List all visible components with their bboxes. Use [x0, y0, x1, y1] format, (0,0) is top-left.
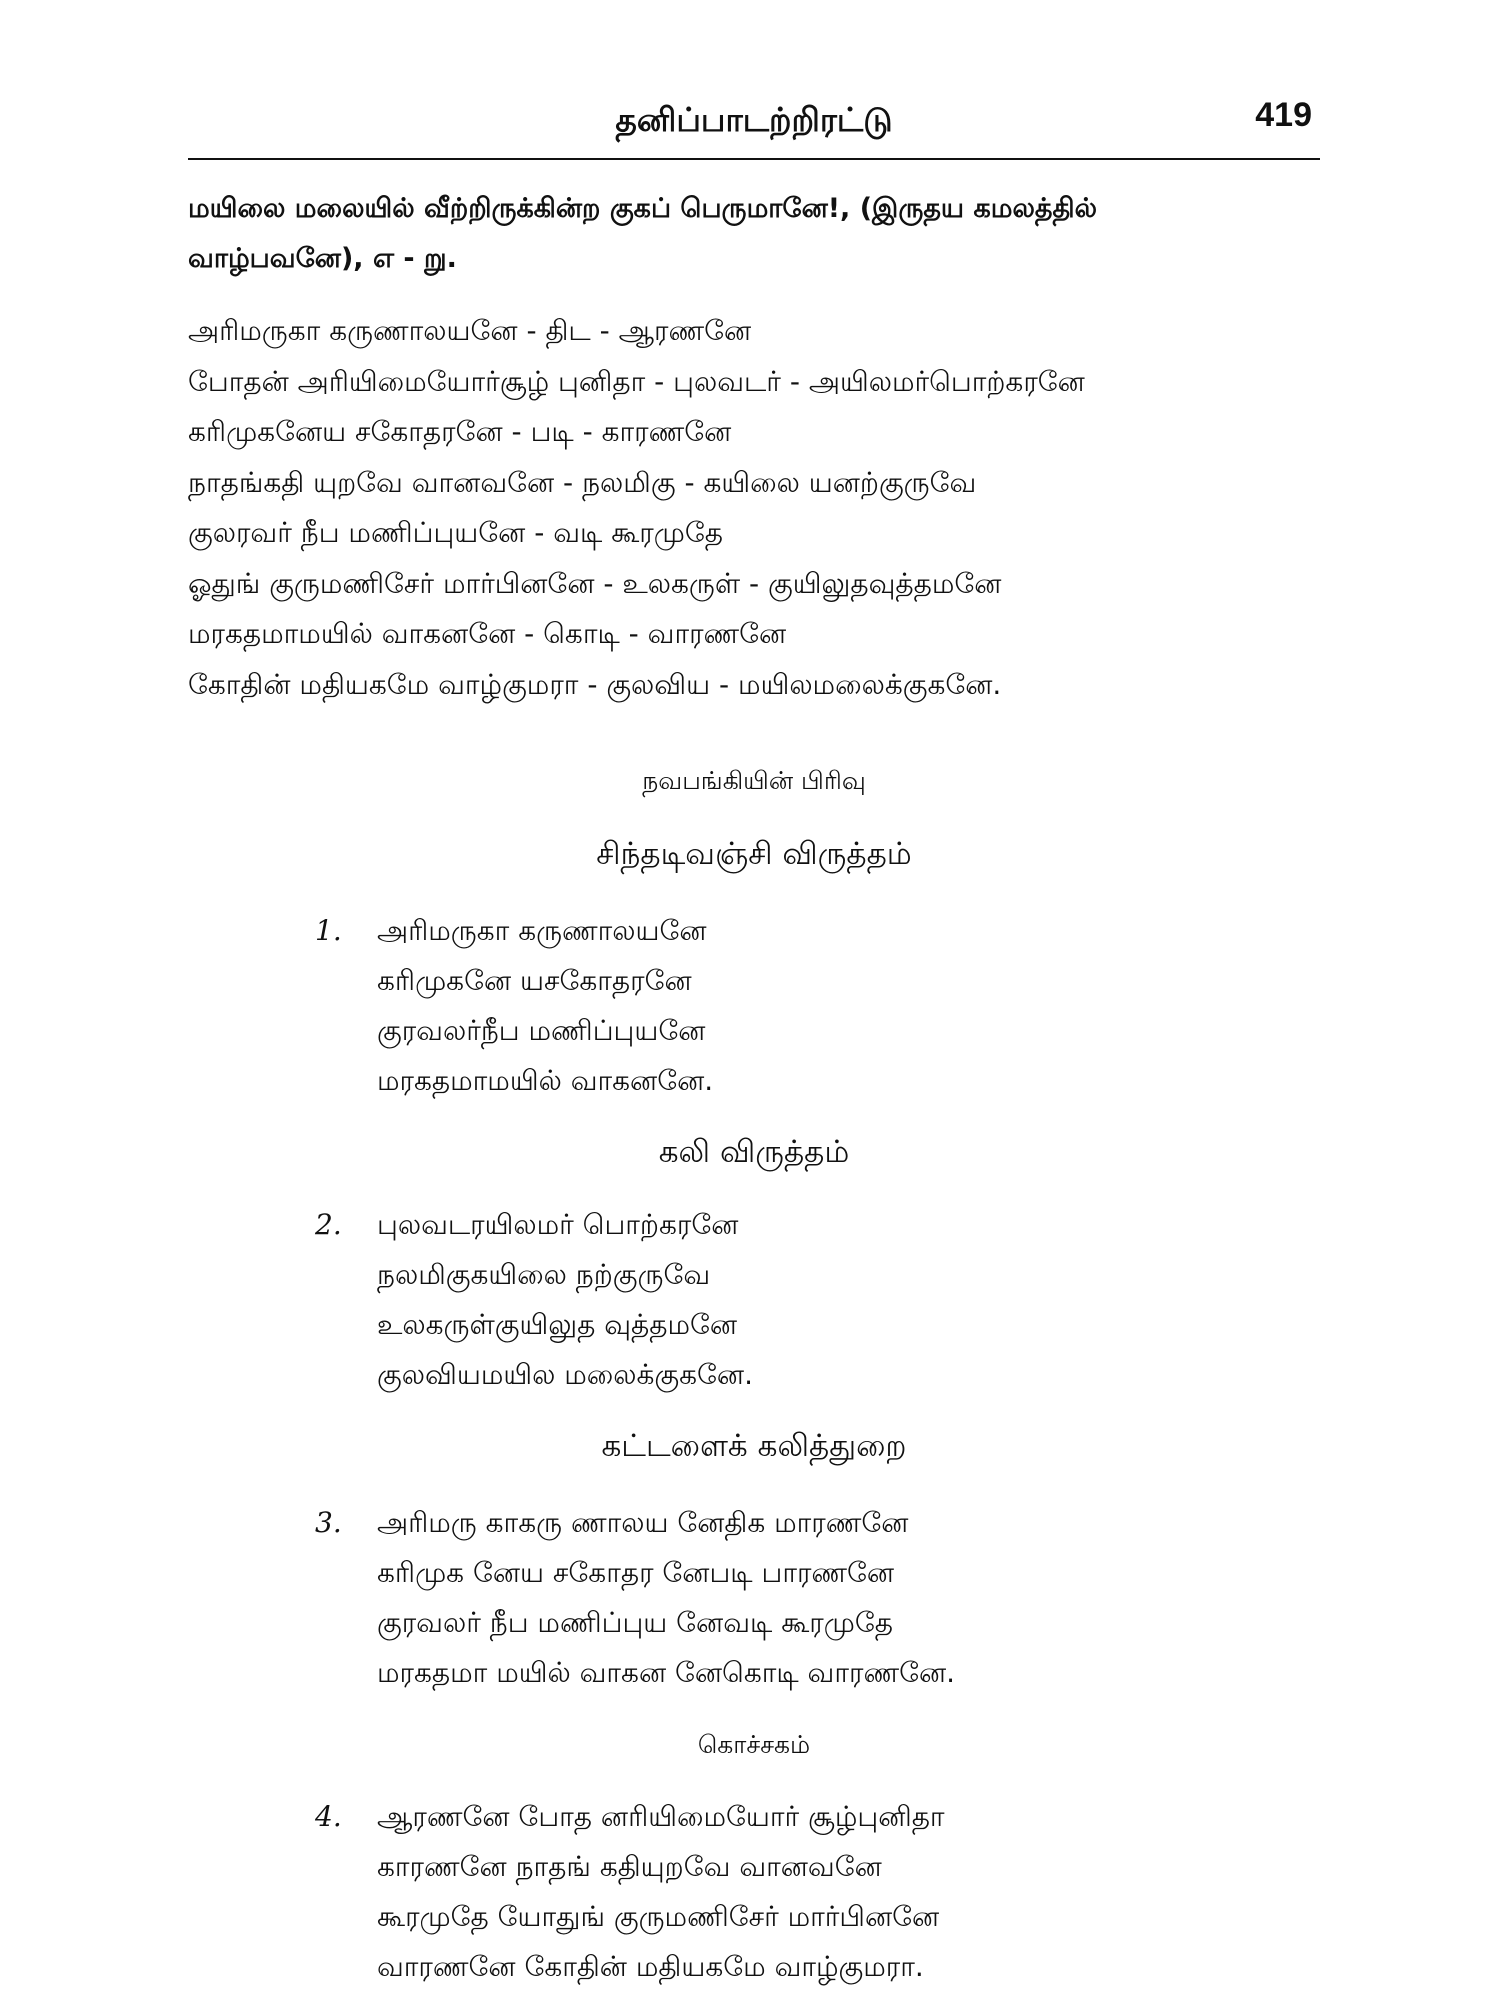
stanza-number: 2.	[315, 1208, 342, 1241]
intro-line: வாழ்பவனே), எ - று.	[188, 243, 457, 274]
stanza-line: ஆரணனே போத னரியிமையோர் சூழ்புனிதா	[377, 1800, 945, 1833]
section-title: கட்டளைக் கலித்துறை	[601, 1428, 907, 1464]
stanza-1	[315, 906, 1315, 1106]
stanza-4	[315, 1792, 1315, 1992]
stanza-line: உலகருள்குயிலுத வுத்தமனே	[377, 1308, 738, 1341]
stanza-line: அரிமருகா கருணாலயனே	[377, 914, 707, 947]
verse-line: கோதின் மதியகமே வாழ்குமரா - குலவிய - மயிலமலைக்குகனே.	[188, 667, 1002, 701]
intro-paragraph	[188, 184, 1320, 284]
verse-line: மரகதமாமயில் வாகனனே - கொடி - வாரணனே	[188, 617, 787, 650]
stanza-2	[315, 1200, 1315, 1400]
stanza-line: கரிமுக னேய சகோதர னேபடி பாரணனே	[377, 1556, 895, 1589]
verse-line: குலரவர் நீப மணிப்புயனே - வடி கூரமுதே	[188, 516, 723, 549]
page-number: 419	[1255, 96, 1312, 134]
stanza-line: வாரணனே கோதின் மதியகமே வாழ்குமரா.	[377, 1950, 924, 1983]
verse-line: போதன் அரியிமையோர்சூழ் புனிதா - புலவடர் - அயிலமர்பொற்கரனே	[188, 364, 1085, 398]
stanza-line: குரவலர் நீப மணிப்புய னேவடி கூரமுதே	[377, 1606, 893, 1639]
stanza-line: கரிமுகனே யசகோதரனே	[377, 964, 692, 997]
section-title: சிந்தடிவஞ்சி விருத்தம்	[596, 836, 912, 872]
intro-line: மயிலை மலையில் வீற்றிருக்கின்ற குகப் பெருமானே!, (இருதய கமலத்தில்	[188, 193, 1098, 224]
header-rule	[188, 158, 1320, 160]
stanza-3	[315, 1498, 1315, 1698]
verse-line: கரிமுகனேய சகோதரனே - படி - காரணனே	[188, 415, 732, 448]
stanza-line: மரகதமாமயில் வாகனனே.	[377, 1064, 714, 1097]
stanza-number: 3.	[315, 1506, 342, 1539]
stanza-line: நலமிகுகயிலை நற்குருவே	[377, 1258, 711, 1291]
stanza-line: அரிமரு காகரு ணாலய னேதிக மாரணனே	[377, 1506, 909, 1539]
verse-line: ஓதுங் குருமணிசேர் மார்பினனே - உலகருள் - குயிலுதவுத்தமனே	[188, 566, 1002, 600]
stanza-line: மரகதமா மயில் வாகன னேகொடி வாரணனே.	[377, 1656, 956, 1689]
navabangi-heading: நவபங்கியின் பிரிவு	[642, 766, 866, 795]
stanza-line: குரவலர்நீப மணிப்புயனே	[377, 1014, 706, 1047]
stanza-line: புலவடரயிலமர் பொற்கரனே	[377, 1208, 739, 1241]
verse-line: நாதங்கதி யுறவே வானவனே - நலமிகு - கயிலை யனற்குருவே	[188, 465, 977, 499]
section-title: கலி விருத்தம்	[658, 1134, 850, 1170]
running-title: தனிப்பாடற்றிரட்டு	[615, 100, 893, 139]
section-title: கொச்சகம்	[697, 1730, 811, 1759]
stanza-number: 1.	[315, 914, 342, 947]
verse-line: அரிமருகா கருணாலயனே - திட - ஆரணனே	[188, 314, 752, 347]
stanza-line: கூரமுதே யோதுங் குருமணிசேர் மார்பினனே	[377, 1900, 940, 1933]
page-header	[188, 96, 1320, 160]
stanza-number: 4.	[315, 1800, 342, 1833]
stanza-line: குலவியமயில மலைக்குகனே.	[377, 1358, 753, 1391]
stanza-line: காரணனே நாதங் கதியுறவே வானவனே	[377, 1850, 882, 1883]
main-verse	[188, 306, 1328, 710]
